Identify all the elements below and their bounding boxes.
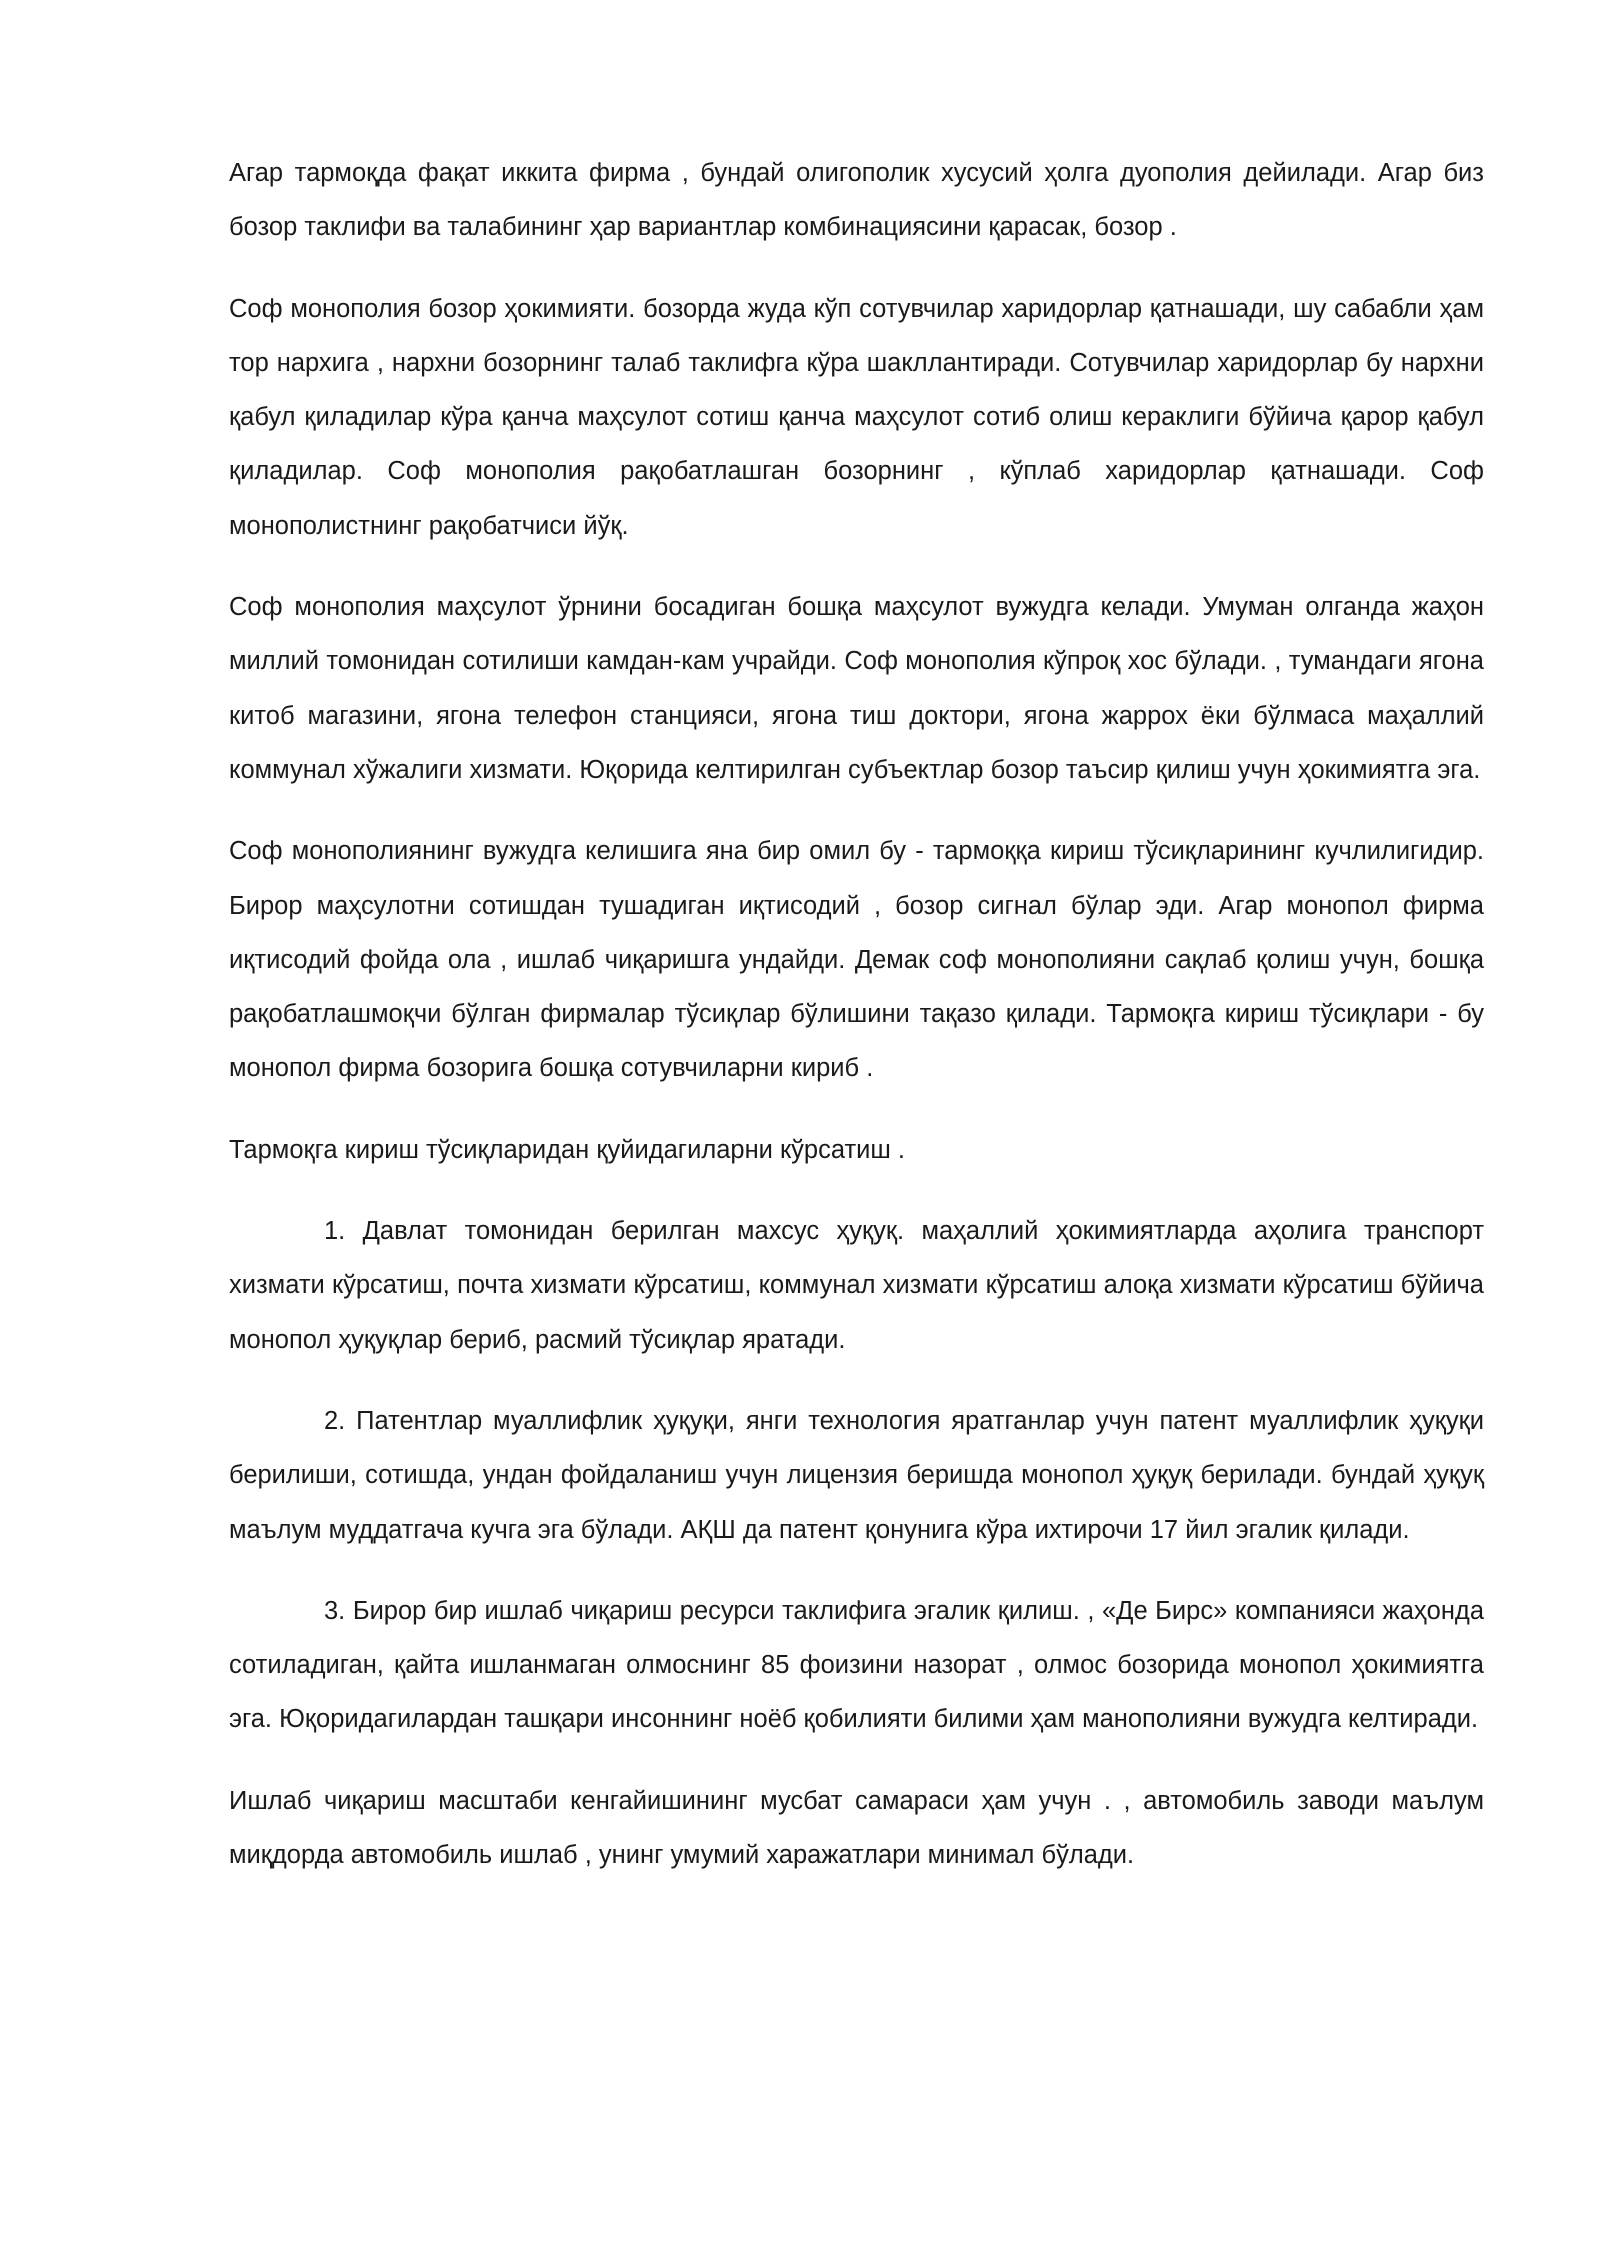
- list-item-state-rights: 1. Давлат томонидан берилган махсус ҳуқуқ. маҳаллий ҳокимиятларда аҳолига транспорт хизмати кўрсатиш, почта хизмати кўрсатиш, коммунал хизмати кўрсатиш алоқа хизмати кўрсатиш бўйича монопол ҳуқуқлар бериб, расмий тўсиқлар яратади.: [229, 1217, 1484, 1354]
- paragraph-barriers-intro: Тармоқга кириш тўсиқларидан қуйидагиларни кўрсатиш .: [229, 1135, 905, 1164]
- paragraph-economies-of-scale: Ишлаб чиқариш масштаби кенгайишининг мусбат самараси ҳам учун . , автомобиль заводи маълум миқдорда автомобиль ишлаб , унинг умумий харажатлари минимал бўлади.: [229, 1786, 1484, 1870]
- paragraph-duopoly: Агар тармоқда фақат иккита фирма , бундай олигополик хусусий ҳолга дуополия дейилади. Агар биз бозор таклифи ва талабининг ҳар вариантлар комбинациясини қарасак, бозор .: [229, 159, 1484, 242]
- paragraph-pure-monopoly-power: Соф монополия бозор ҳокимияти. бозорда жуда кўп сотувчилар харидорлар қатнашади, шу сабабли ҳам тор нархига , нархни бозорнинг талаб таклифга кўра шакллантиради. Сотувчилар харидорлар бу нархни қабул қиладилар кўра қанча маҳсулот сотиш қанча маҳсулот сотиб олиш кераклиги бўйича қарор қабул қиладилар. Соф монополия рақобатлашган бозорнинг , кўплаб харидорлар қатнашади. Соф монополистнинг рақобатчиси йўқ.: [229, 294, 1484, 540]
- list-item-patents: 2. Патентлар муаллифлик ҳуқуқи, янги технология яратганлар учун патент муаллифлик ҳуқуқи берилиши, сотишда, ундан фойдаланиш учун лицензия беришда монопол ҳуқуқ берилади. бундай ҳуқуқ маълум муддатгача кучга эга бўлади. АҚШ да патент қонунига кўра ихтирочи 17 йил эгалик қилади.: [229, 1406, 1484, 1544]
- paragraph-pure-monopoly-substitutes: Соф монополия маҳсулот ўрнини босадиган бошқа маҳсулот вужудга келади. Умуман олганда жаҳон миллий томонидан сотилиши камдан-кам учрайди. Соф монополия кўпроқ хос бўлади. , тумандаги ягона китоб магазини, ягона телефон станцияси, ягона тиш доктори, ягона жаррох ёки бўлмаса маҳаллий коммунал хўжалиги хизмати. Юқорида келтирилган субъектлар бозор таъсир қилиш учун ҳокимиятга эга.: [229, 593, 1484, 784]
- list-item-resource-ownership: 3. Бирор бир ишлаб чиқариш ресурси таклифига эгалик қилиш. , «Де Бирс» компанияси жаҳонда сотиладиган, қайта ишланмаган олмоснинг 85 фоизини назорат , олмос бозорида монопол ҳокимиятга эга. Юқоридагилардан ташқари инсоннинг ноёб қобилияти билими ҳам манополияни вужудга келтиради.: [229, 1596, 1484, 1734]
- document-body: [229, 146, 1484, 1909]
- paragraph-entry-barriers: Соф монополиянинг вужудга келишига яна бир омил бу - тармоққа кириш тўсиқларининг кучлилигидир. Бирор маҳсулотни сотишдан тушадиган иқтисодий , бозор сигнал бўлар эди. Агар монопол фирма иқтисодий фойда ола , ишлаб чиқаришга ундайди. Демак соф монополияни сақлаб қолиш учун, бошқа рақобатлашмоқчи бўлган фирмалар тўсиқлар бўлишини тақазо қилади. Тармоқга кириш тўсиқлари - бу монопол фирма бозорига бошқа сотувчиларни кириб .: [229, 837, 1484, 1083]
